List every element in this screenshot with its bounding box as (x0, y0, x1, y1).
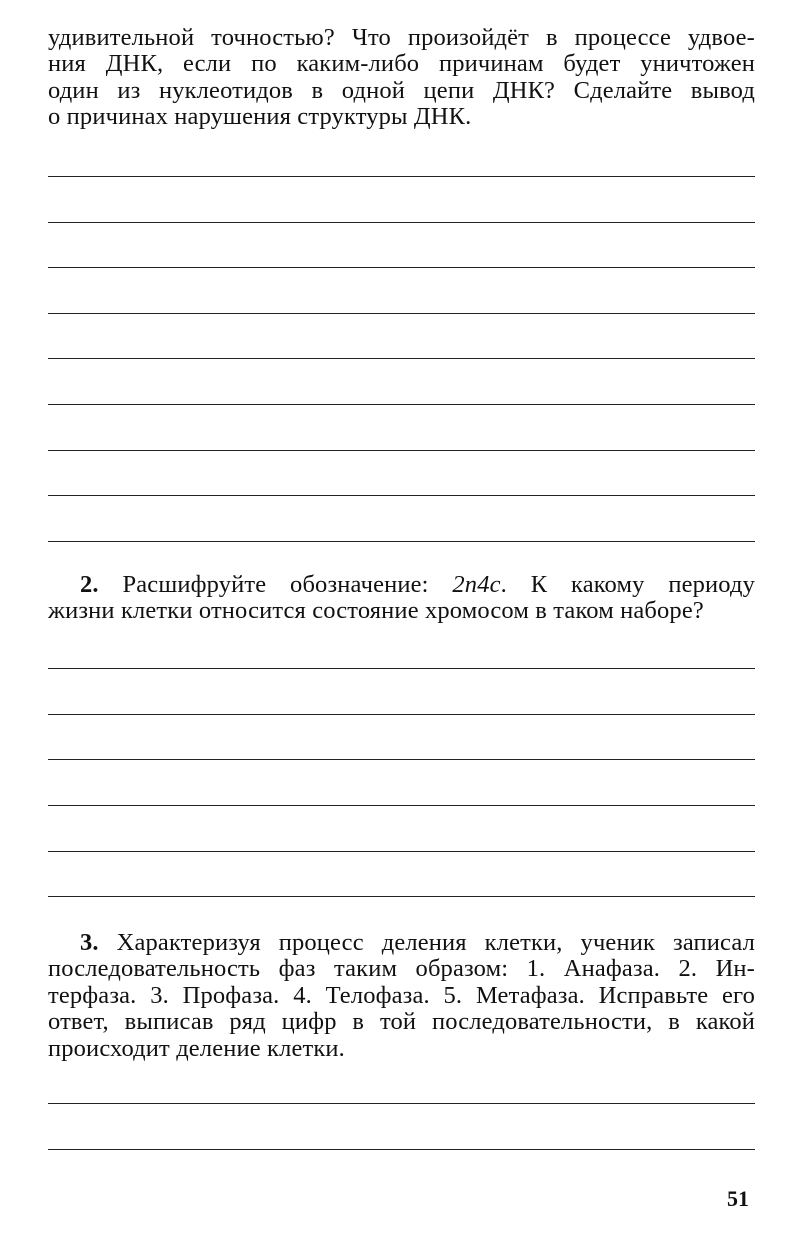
task3-line-3: терфаза. 3. Профаза. 4. Телофаза. 5. Метафаза. Исправьте его (48, 981, 755, 1009)
task3-line-5: происходит деление клетки. (48, 1034, 345, 1062)
task1-line-3: один из нуклеотидов в одной цепи ДНК? Сделайте вывод (48, 76, 755, 104)
answer-line[interactable] (48, 1103, 755, 1104)
task3-line-1-text: Характеризуя процесс деления клетки, ученик записал (98, 929, 755, 956)
task3-number: 3. (80, 929, 99, 956)
task2-line-2: жизни клетки относится состояние хромосом в таком наборе? (48, 597, 704, 625)
task1-line-2: ния ДНК, если по каким-либо причинам будет уничтожен (48, 50, 755, 78)
task3-line-2: последовательность фаз таким образом: 1. Анафаза. 2. Ин- (48, 955, 755, 983)
task1-line-4: о причинах нарушения структуры ДНК. (48, 103, 472, 131)
answer-line[interactable] (48, 495, 755, 496)
answer-line[interactable] (48, 176, 755, 177)
task2-formula: 2n4c (452, 571, 501, 598)
answer-line[interactable] (48, 805, 755, 806)
answer-line[interactable] (48, 759, 755, 760)
task2-text-before: Расшифруйте обозначение: (98, 571, 453, 598)
answer-line[interactable] (48, 541, 755, 542)
task3-line-1 (48, 930, 755, 956)
task2-text-after: . К какому периоду (500, 571, 755, 598)
task3-line-4: ответ, выписав ряд цифр в той последовательности, в какой (48, 1008, 755, 1036)
answer-line[interactable] (48, 714, 755, 715)
answer-line[interactable] (48, 896, 755, 897)
answer-line[interactable] (48, 222, 755, 223)
answer-line[interactable] (48, 313, 755, 314)
task3-question (48, 930, 755, 1062)
answer-line[interactable] (48, 450, 755, 451)
answer-line[interactable] (48, 1149, 755, 1150)
answer-line[interactable] (48, 668, 755, 669)
page-number: 51 (727, 1186, 749, 1211)
answer-line[interactable] (48, 404, 755, 405)
answer-line[interactable] (48, 851, 755, 852)
task2-line-1 (48, 572, 755, 598)
answer-line[interactable] (48, 267, 755, 268)
task1-line-1: удивительной точностью? Что произойдёт в процессе удвое- (48, 24, 755, 51)
answer-line[interactable] (48, 358, 755, 359)
task2-question (48, 572, 755, 625)
task1-continuation (48, 25, 755, 131)
task2-number: 2. (80, 571, 99, 598)
